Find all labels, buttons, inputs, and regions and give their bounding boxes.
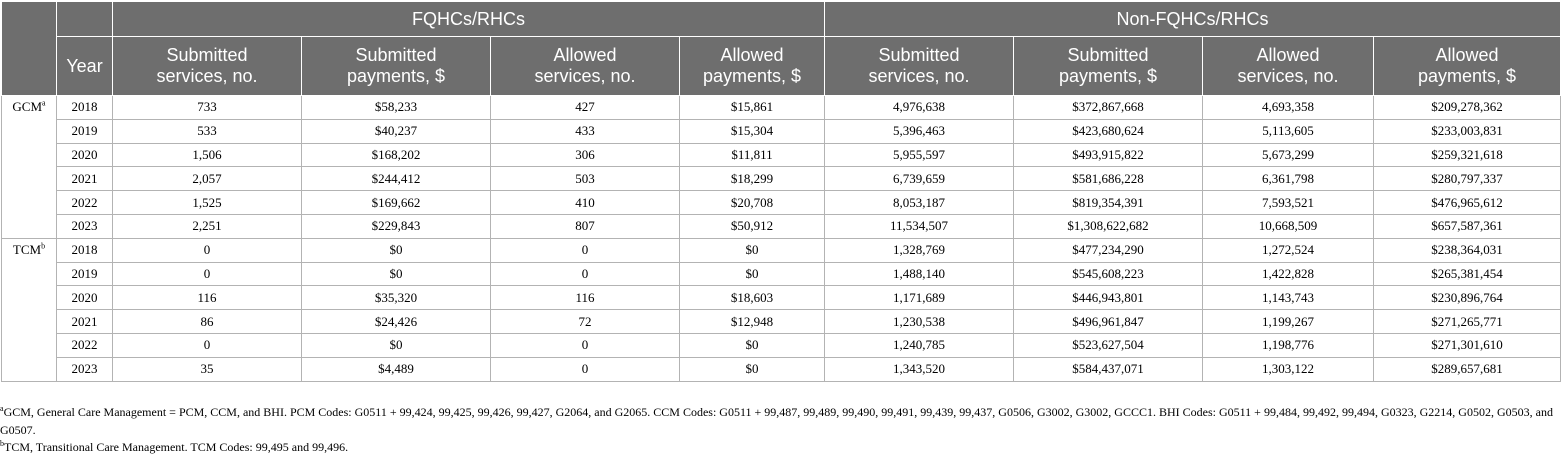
- table-cell: $1,308,622,682: [1014, 214, 1203, 238]
- table-cell: 1,272,524: [1203, 238, 1374, 262]
- table-cell: $0: [302, 262, 491, 286]
- table-body: [2, 96, 1561, 382]
- table-cell: $0: [680, 262, 825, 286]
- column-header: Submitted payments, $: [1014, 37, 1203, 96]
- table-cell: $0: [680, 357, 825, 381]
- table-cell: 0: [491, 238, 680, 262]
- table-cell: $229,843: [302, 214, 491, 238]
- year-cell: 2021: [57, 310, 113, 334]
- table-cell: 116: [113, 286, 302, 310]
- table-cell: $657,587,361: [1374, 214, 1561, 238]
- table-cell: $584,437,071: [1014, 357, 1203, 381]
- year-group-spacer: [57, 2, 113, 37]
- table-cell: $50,912: [680, 214, 825, 238]
- table-cell: 35: [113, 357, 302, 381]
- table-row: [2, 357, 1561, 381]
- table-cell: $523,627,504: [1014, 333, 1203, 357]
- table-row: [2, 310, 1561, 334]
- table-row: [2, 191, 1561, 215]
- table-cell: $372,867,668: [1014, 96, 1203, 120]
- table-cell: 306: [491, 143, 680, 167]
- table-cell: 1,328,769: [825, 238, 1014, 262]
- table-cell: $230,896,764: [1374, 286, 1561, 310]
- group-header-fqhc: FQHCs/RHCs: [113, 2, 825, 37]
- table-cell: 0: [113, 238, 302, 262]
- table-cell: 533: [113, 119, 302, 143]
- table-cell: 2,057: [113, 167, 302, 191]
- column-header: Allowed payments, $: [680, 37, 825, 96]
- table-cell: 6,361,798: [1203, 167, 1374, 191]
- table-cell: 11,534,507: [825, 214, 1014, 238]
- column-header: Allowed payments, $: [1374, 37, 1561, 96]
- table-cell: $12,948: [680, 310, 825, 334]
- table-cell: 1,199,267: [1203, 310, 1374, 334]
- table-cell: 1,171,689: [825, 286, 1014, 310]
- year-cell: 2020: [57, 286, 113, 310]
- table-cell: 5,673,299: [1203, 143, 1374, 167]
- year-cell: 2018: [57, 96, 113, 120]
- table-cell: $35,320: [302, 286, 491, 310]
- group-header-row: [2, 2, 1561, 37]
- table-row: [2, 238, 1561, 262]
- table-cell: $169,662: [302, 191, 491, 215]
- table-cell: $819,354,391: [1014, 191, 1203, 215]
- table-header: [2, 2, 1561, 96]
- table-cell: 86: [113, 310, 302, 334]
- table-cell: 1,143,743: [1203, 286, 1374, 310]
- table-cell: 503: [491, 167, 680, 191]
- care-management-services-table: [1, 1, 1561, 382]
- footnote-tcm: $^b$TCM, Transitional Care Management. TCM Codes: 99,495 and 99,496.: [0, 439, 349, 454]
- table-cell: 1,240,785: [825, 333, 1014, 357]
- year-cell: 2019: [57, 119, 113, 143]
- table-cell: 807: [491, 214, 680, 238]
- table-cell: 427: [491, 96, 680, 120]
- year-cell: 2022: [57, 333, 113, 357]
- table-row: [2, 96, 1561, 120]
- table-cell: $15,304: [680, 119, 825, 143]
- column-header-row: [2, 37, 1561, 96]
- group-header-non-fqhc: Non-FQHCs/RHCs: [825, 2, 1561, 37]
- table-cell: 1,422,828: [1203, 262, 1374, 286]
- table-row: [2, 333, 1561, 357]
- table-cell: $40,237: [302, 119, 491, 143]
- column-header: Submitted services, no.: [113, 37, 302, 96]
- column-header: Allowed services, no.: [1203, 37, 1374, 96]
- table-cell: 116: [491, 286, 680, 310]
- table-cell: $265,381,454: [1374, 262, 1561, 286]
- table-cell: $476,965,612: [1374, 191, 1561, 215]
- column-header: Allowed services, no.: [491, 37, 680, 96]
- table-cell: 5,113,605: [1203, 119, 1374, 143]
- year-cell: 2020: [57, 143, 113, 167]
- footnotes: [0, 404, 1555, 457]
- table-cell: 0: [113, 262, 302, 286]
- table-cell: $271,265,771: [1374, 310, 1561, 334]
- year-column-header: Year: [57, 37, 113, 96]
- table-cell: 733: [113, 96, 302, 120]
- table-cell: $259,321,618: [1374, 143, 1561, 167]
- table-cell: $446,943,801: [1014, 286, 1203, 310]
- table-cell: 0: [491, 262, 680, 286]
- table-cell: 5,955,597: [825, 143, 1014, 167]
- year-cell: 2023: [57, 214, 113, 238]
- table-row: [2, 143, 1561, 167]
- table-cell: $244,412: [302, 167, 491, 191]
- table-cell: $0: [302, 333, 491, 357]
- table-cell: $271,301,610: [1374, 333, 1561, 357]
- year-cell: 2022: [57, 191, 113, 215]
- table-cell: 410: [491, 191, 680, 215]
- table-cell: 433: [491, 119, 680, 143]
- table-row: [2, 286, 1561, 310]
- table-cell: $493,915,822: [1014, 143, 1203, 167]
- table-cell: 7,593,521: [1203, 191, 1374, 215]
- table-cell: $209,278,362: [1374, 96, 1561, 120]
- table-cell: $0: [302, 238, 491, 262]
- table-cell: 0: [491, 333, 680, 357]
- table-cell: 5,396,463: [825, 119, 1014, 143]
- table-cell: 1,198,776: [1203, 333, 1374, 357]
- table-cell: $4,489: [302, 357, 491, 381]
- table-cell: 1,343,520: [825, 357, 1014, 381]
- table-cell: 72: [491, 310, 680, 334]
- table-cell: $233,003,831: [1374, 119, 1561, 143]
- corner-header-cell: [2, 2, 57, 96]
- table-cell: $0: [680, 238, 825, 262]
- table-cell: 8,053,187: [825, 191, 1014, 215]
- table-cell: 1,303,122: [1203, 357, 1374, 381]
- footnote-gcm: $^a$GCM, General Care Management = PCM, CCM, and BHI. PCM Codes: G0511 + 99,424, 99,425, 99,426, 99,427, G2064, and G2065. CCM Codes: G0511 + 99,487, 99,489, 99,490, 99,491, 99,439, 99,437, G0506, G3002, G3002, GCCC1. BHI Codes: G0511 + 99,484, 99,492, 99,494, G0323, G2214, G0502, G0503, and G0507.: [0, 404, 1553, 437]
- year-cell: 2021: [57, 167, 113, 191]
- table-row: [2, 167, 1561, 191]
- row-group-label: GCM$^a$: [2, 96, 57, 239]
- table-cell: $238,364,031: [1374, 238, 1561, 262]
- table-row: [2, 214, 1561, 238]
- table-cell: 4,693,358: [1203, 96, 1374, 120]
- table-cell: $20,708: [680, 191, 825, 215]
- year-cell: 2023: [57, 357, 113, 381]
- table-cell: 1,525: [113, 191, 302, 215]
- table-cell: $58,233: [302, 96, 491, 120]
- table-row: [2, 119, 1561, 143]
- table-cell: 2,251: [113, 214, 302, 238]
- table-cell: $24,426: [302, 310, 491, 334]
- table-cell: $280,797,337: [1374, 167, 1561, 191]
- table-cell: $545,608,223: [1014, 262, 1203, 286]
- table-row: [2, 262, 1561, 286]
- table-cell: 10,668,509: [1203, 214, 1374, 238]
- year-cell: 2018: [57, 238, 113, 262]
- table-cell: 0: [113, 333, 302, 357]
- table-cell: $289,657,681: [1374, 357, 1561, 381]
- table-cell: 1,506: [113, 143, 302, 167]
- table-cell: $15,861: [680, 96, 825, 120]
- table-cell: 1,230,538: [825, 310, 1014, 334]
- table-cell: 1,488,140: [825, 262, 1014, 286]
- table-cell: $477,234,290: [1014, 238, 1203, 262]
- table-cell: $423,680,624: [1014, 119, 1203, 143]
- table-cell: $18,299: [680, 167, 825, 191]
- column-header: Submitted payments, $: [302, 37, 491, 96]
- row-group-label: TCM$^b$: [2, 238, 57, 381]
- table-cell: 4,976,638: [825, 96, 1014, 120]
- table-cell: $11,811: [680, 143, 825, 167]
- table-cell: $18,603: [680, 286, 825, 310]
- table-cell: 0: [491, 357, 680, 381]
- year-cell: 2019: [57, 262, 113, 286]
- table-cell: 6,739,659: [825, 167, 1014, 191]
- table-cell: $581,686,228: [1014, 167, 1203, 191]
- table-cell: $168,202: [302, 143, 491, 167]
- column-header: Submitted services, no.: [825, 37, 1014, 96]
- table-cell: $496,961,847: [1014, 310, 1203, 334]
- table-cell: $0: [680, 333, 825, 357]
